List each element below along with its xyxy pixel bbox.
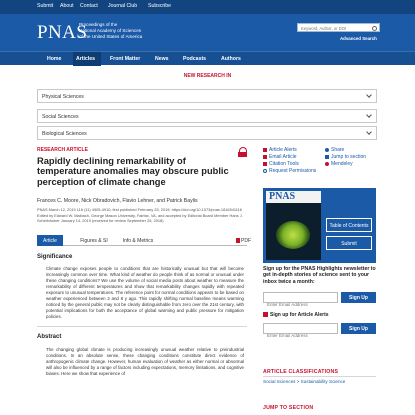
new-research-heading: NEW RESEARCH IN [183,73,232,79]
abstract-text: The changing global climate is producing increasingly unusual weather relative to preindustrial conditions. In an absolute sense, these changing conditions constitute direct evidence of anthropogenic climate change. However, human evaluation of weather as either normal or abnormal will also be influenced by a range of factors including expectations, memory limitations, and cognitive biases. Here we show that experience of [46,347,244,376]
article-authors[interactable]: Frances C. Moore, Nick Obradovich, Flavio Lehner, and Patrick Baylis [37,198,198,204]
category-select-biological[interactable] [37,126,377,140]
open-access-icon [238,147,247,158]
newsletter-email-field [263,292,338,303]
article-title: Rapidly declining remarkability of temperature anomalies may obscure public perception of climate change [37,156,229,187]
main-nav [0,51,415,65]
jump-icon [325,155,329,159]
pdf-label: PDF [241,238,251,244]
sidebar-link-article-alerts[interactable]: Article Alerts [263,147,316,154]
tab-article[interactable]: Article [37,235,63,246]
article-editor: Edited by Edward W. Maibach, George Mason University, Fairfax, VA, and accepted by Editorial Board Member Hans J. [37,213,243,218]
tagline-line-3: of the United States of America [79,33,143,39]
jump-to-section-heading: JUMP TO SECTION [263,405,314,411]
search-icon[interactable] [372,26,377,31]
chevron-down-icon [366,92,372,98]
sidebar-link-mendeley[interactable]: Mendeley [325,161,366,168]
header-search-box [297,23,380,32]
tab-figures-si[interactable]: Figures & SI [80,238,108,244]
topbar-link-contact[interactable]: Contact [80,3,98,9]
tagline-line-1: Proceedings of the [79,22,118,27]
newsletter-prompt: Sign up for the PNAS Highlights newsletter to get in-depth stories of science sent to your inbox twice a month: [263,266,376,285]
alerts-signup-button[interactable]: Sign Up [341,323,376,334]
category-label: Physical Sciences [42,94,84,100]
alerts-email-input[interactable] [264,331,337,340]
category-select-social[interactable] [37,109,377,123]
topbar-link-submit[interactable]: Submit [37,3,54,9]
pnas-tagline [79,22,142,39]
sidebar-link-request-permissions[interactable]: Request Permissions [263,168,316,175]
copyright-icon [263,169,267,173]
chevron-down-icon [366,112,372,118]
nav-item-front-matter[interactable]: Front Matter [110,56,141,62]
journal-cover-image[interactable] [266,191,321,260]
article-type-badge: RESEARCH ARTICLE [37,147,88,153]
sidebar-link-citation-tools[interactable]: Citation Tools [263,161,316,168]
cover-plant-image [276,221,310,249]
sidebar-link-email-article[interactable]: Email Article [263,154,316,161]
submit-button[interactable]: Submit [326,236,372,250]
chevron-down-icon [366,129,372,135]
category-label: Biological Sciences [42,131,87,137]
newsletter-signup-button[interactable]: Sign Up [341,292,376,303]
classifications-link[interactable]: Social Sciences > Sustainability Science [263,379,346,384]
sidebar-tools-left [263,147,316,175]
advanced-search-link[interactable]: Advanced Search [340,36,377,41]
cover-title: PNAS [266,191,321,203]
significance-text: Climate change exposes people to conditions that are historically unusual but that will become increasingly common over time. What kind of weather do people think of as normal or unusual under these changing conditions? We use the volume of social media posts about weather to measure the remarkability of different temperatures and show that remarkability changes rapidly with repeated exposure to unusual temperatures. The reference point for normal conditions appears to be based on weather experienced between 2 and 8 y ago. This rapidly shifting normal baseline means warming noticed by the general public may not be clearly distinguishable from zero over the 21st century, with potential implications for both the acceptance of global warming and public pressure for mitigation policies. [46,266,244,319]
topbar-link-about[interactable]: About [60,3,74,9]
sidebar-tools-right [325,147,366,168]
section-divider [263,376,376,377]
bell-icon [263,148,267,152]
article-received: Schellnhuber January 14, 2019 (received for review September 25, 2018) [37,218,164,223]
article-tabs [37,235,247,246]
alerts-email-field [263,323,338,334]
pdf-link[interactable] [236,238,251,244]
table-of-contents-button[interactable]: Table of Contents [326,218,372,232]
nav-item-articles[interactable]: Articles [76,56,96,62]
tab-info-metrics[interactable]: Info & Metrics [122,238,154,244]
topbar-link-subscribe[interactable]: Subscribe [148,3,172,9]
citation-icon [263,162,267,166]
pdf-icon [236,238,240,243]
pnas-logo[interactable]: PNAS [37,22,88,43]
alert-icon [263,312,268,317]
journal-promo-box [263,188,376,263]
nav-item-home[interactable]: Home [47,56,62,62]
share-icon [325,148,329,152]
header-search-input[interactable] [298,24,371,32]
abstract-heading: Abstract [37,334,62,340]
nav-item-news[interactable]: News [155,56,169,62]
nav-item-podcasts[interactable]: Podcasts [183,56,207,62]
article-citation: PNAS March 12, 2019 116 (11) 4905-4910; first published February 25, 2019; https://doi.org/10.1073/pnas.1816541116 [37,207,242,212]
classifications-heading: ARTICLE CLASSIFICATIONS [263,369,339,375]
newsletter-email-input[interactable] [264,300,337,309]
topbar-link-journal-club[interactable]: Journal Club [108,3,138,9]
email-icon [263,155,267,159]
category-select-physical[interactable] [37,89,377,103]
section-divider [37,326,247,327]
top-utility-bar [0,0,415,14]
sidebar-link-jump-to-section[interactable]: Jump to section [325,154,366,161]
sidebar-link-share[interactable]: Share [325,147,366,154]
tagline-line-2: National Academy of Sciences [79,27,142,33]
mendeley-icon [325,162,329,166]
category-label: Social Sciences [42,114,79,120]
significance-heading: Significance [37,254,73,260]
nav-item-authors[interactable]: Authors [221,56,241,62]
article-alerts-heading: Sign up for Article Alerts [263,312,329,318]
